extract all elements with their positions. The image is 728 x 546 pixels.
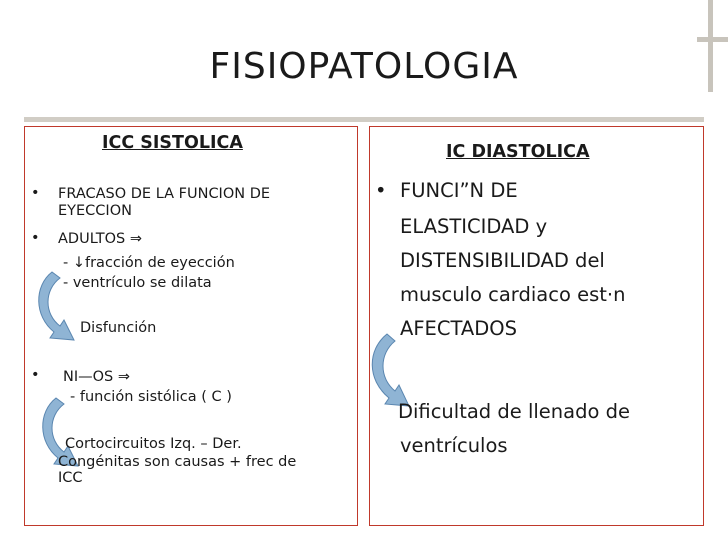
right-line-ventriculos: ventrículos bbox=[400, 434, 508, 457]
title-divider bbox=[24, 117, 704, 122]
left-item-disfuncion: Disfunción bbox=[80, 320, 157, 336]
right-line-musculo: musculo cardiaco est·n bbox=[400, 283, 626, 306]
right-line-elasticidad: ELASTICIDAD y bbox=[400, 215, 548, 238]
curved-arrow-icon bbox=[30, 268, 90, 350]
left-item-ninos: NI—OS ⇒ bbox=[63, 369, 130, 385]
right-line-funcion: FUNCI”N DE bbox=[400, 179, 518, 202]
left-item-fraccion: - ↓fracción de eyección bbox=[63, 255, 235, 271]
right-panel-header: IC DIASTOLICA bbox=[446, 142, 590, 162]
left-item-fracaso: FRACASO DE LA FUNCION DE bbox=[58, 186, 271, 202]
left-item-funcion-sistolica: - función sistólica ( C ) bbox=[70, 389, 232, 405]
left-item-eyeccion: EYECCION bbox=[58, 203, 132, 219]
right-line-distensibilidad: DISTENSIBILIDAD del bbox=[400, 249, 605, 272]
left-item-congenitas: Congénitas son causas + frec de bbox=[58, 454, 297, 470]
bullet-marker: • bbox=[31, 367, 40, 383]
corner-decoration-horizontal bbox=[697, 37, 728, 42]
right-line-dificultad: Dificultad de llenado de bbox=[398, 400, 630, 423]
bullet-marker: • bbox=[31, 230, 40, 246]
left-item-ventriculo: - ventrículo se dilata bbox=[63, 275, 212, 291]
bullet-marker: • bbox=[31, 185, 40, 201]
slide-title: FISIOPATOLOGIA bbox=[209, 46, 519, 87]
bullet-marker: • bbox=[375, 179, 387, 202]
left-item-adultos: ADULTOS ⇒ bbox=[58, 231, 143, 247]
left-item-cortocircuitos: Cortocircuitos Izq. – Der. bbox=[65, 436, 242, 452]
left-panel-header: ICC SISTOLICA bbox=[102, 133, 243, 153]
right-line-afectados: AFECTADOS bbox=[400, 317, 517, 340]
left-item-icc: ICC bbox=[58, 470, 83, 486]
